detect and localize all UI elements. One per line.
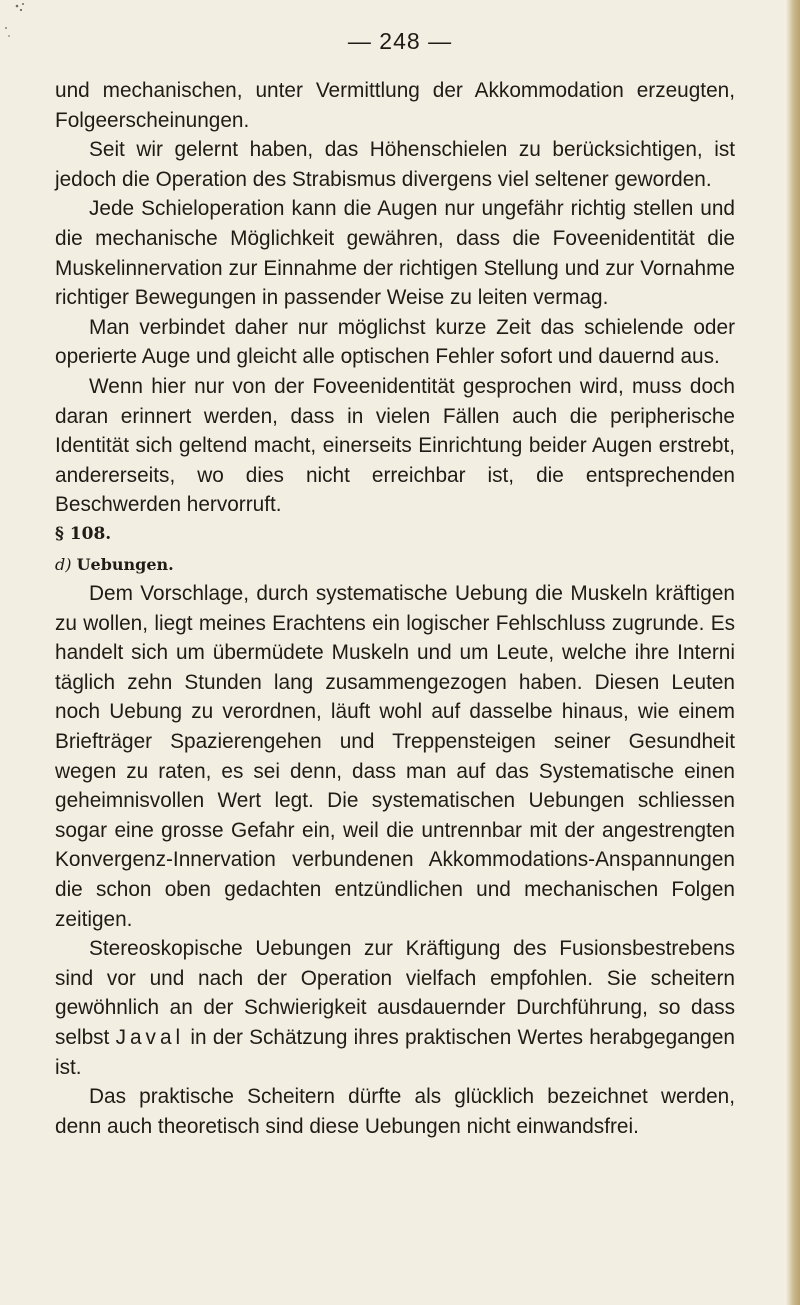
paragraph-1: und mechanischen, unter Vermittlung der Akkommodation erzeugten, Folgeerscheinungen. <box>55 79 735 132</box>
paragraph-7 <box>55 934 735 1082</box>
paragraph-2: Seit wir gelernt haben, das Höhenschielen zu berücksichtigen, ist jedoch die Operation des Strabismus divergens viel seltener geworden. <box>55 138 735 191</box>
paragraph-7-part-1: Stereoskopische Uebungen zur Kräftigung des Fusionsbestrebens sind vor und nach der Operation vielfach empfohlen. Sie scheitern gewöhnlich an der Schwierigkeit ausdauernder Durchführung, so dass selbst <box>55 937 735 1049</box>
section-number: § 108. <box>55 523 112 544</box>
paragraph-5: Wenn hier nur von der Foveenidentität gesprochen wird, muss doch daran erinnert werden, dass in vielen Fällen auch die peripherische Identität sich geltend macht, einerseits Einrichtung beider Augen erstrebt, andererseits, wo dies nicht erreichbar ist, die entsprechenden Beschwerden hervorruft. <box>55 374 735 517</box>
paragraph-3: Jede Schieloperation kann die Augen nur ungefähr richtig stellen und die mechanische Möglichkeit gewähren, dass die Foveenidentität die Muskelinnervation zur Einnahme der richtigen Stellung und zur Vornahme richtiger Bewegungen in passender Weise zu leiten vermag. <box>55 197 735 310</box>
body-text <box>55 76 735 1141</box>
section-letter: d) <box>55 554 72 574</box>
paragraph-6: Dem Vorschlage, durch systematische Uebung die Muskeln kräftigen zu wollen, liegt meines Erachtens ein logischer Fehlschluss zugrunde. Es handelt sich um übermüdete Muskeln und um Leute, welche ihre Interni täglich zehn Stunden lang zusammengezogen haben. Diesen Leuten noch Uebung zu verordnen, läuft wohl auf dasselbe hinaus, wie einem Briefträger Spazierengehen und Treppensteigen seiner Gesundheit wegen zu raten, es sei denn, dass man auf das Systematische einen geheimnisvollen Wert legt. Die systematischen Uebungen schliessen sogar eine grosse Gefahr ein, weil die untrennbar mit der angestrengten Konvergenz-Innervation verbundenen Akkommodations-Anspannungen die schon oben gedachten entzündlichen und mechanischen Folgen zeitigen. <box>55 582 735 931</box>
section-title: Uebungen. <box>76 554 174 574</box>
paragraph-7-part-2: in der Schätzung ihres praktischen Wertes herabgegangen ist. <box>55 1026 735 1079</box>
page-edge-shadow <box>786 0 800 1305</box>
page-number: — 248 — <box>347 28 453 54</box>
author-name-javal: Javal <box>115 1026 185 1049</box>
paragraph-4: Man verbindet daher nur möglichst kurze Zeit das schielende oder operierte Auge und gleicht alle optischen Fehler sofort und dauernd aus. <box>55 315 735 369</box>
section-heading <box>55 550 735 580</box>
paragraph-8: Das praktische Scheitern dürfte als glücklich bezeichnet werden, denn auch theoretisch sind diese Uebungen nicht einwandsfrei. <box>55 1085 735 1138</box>
